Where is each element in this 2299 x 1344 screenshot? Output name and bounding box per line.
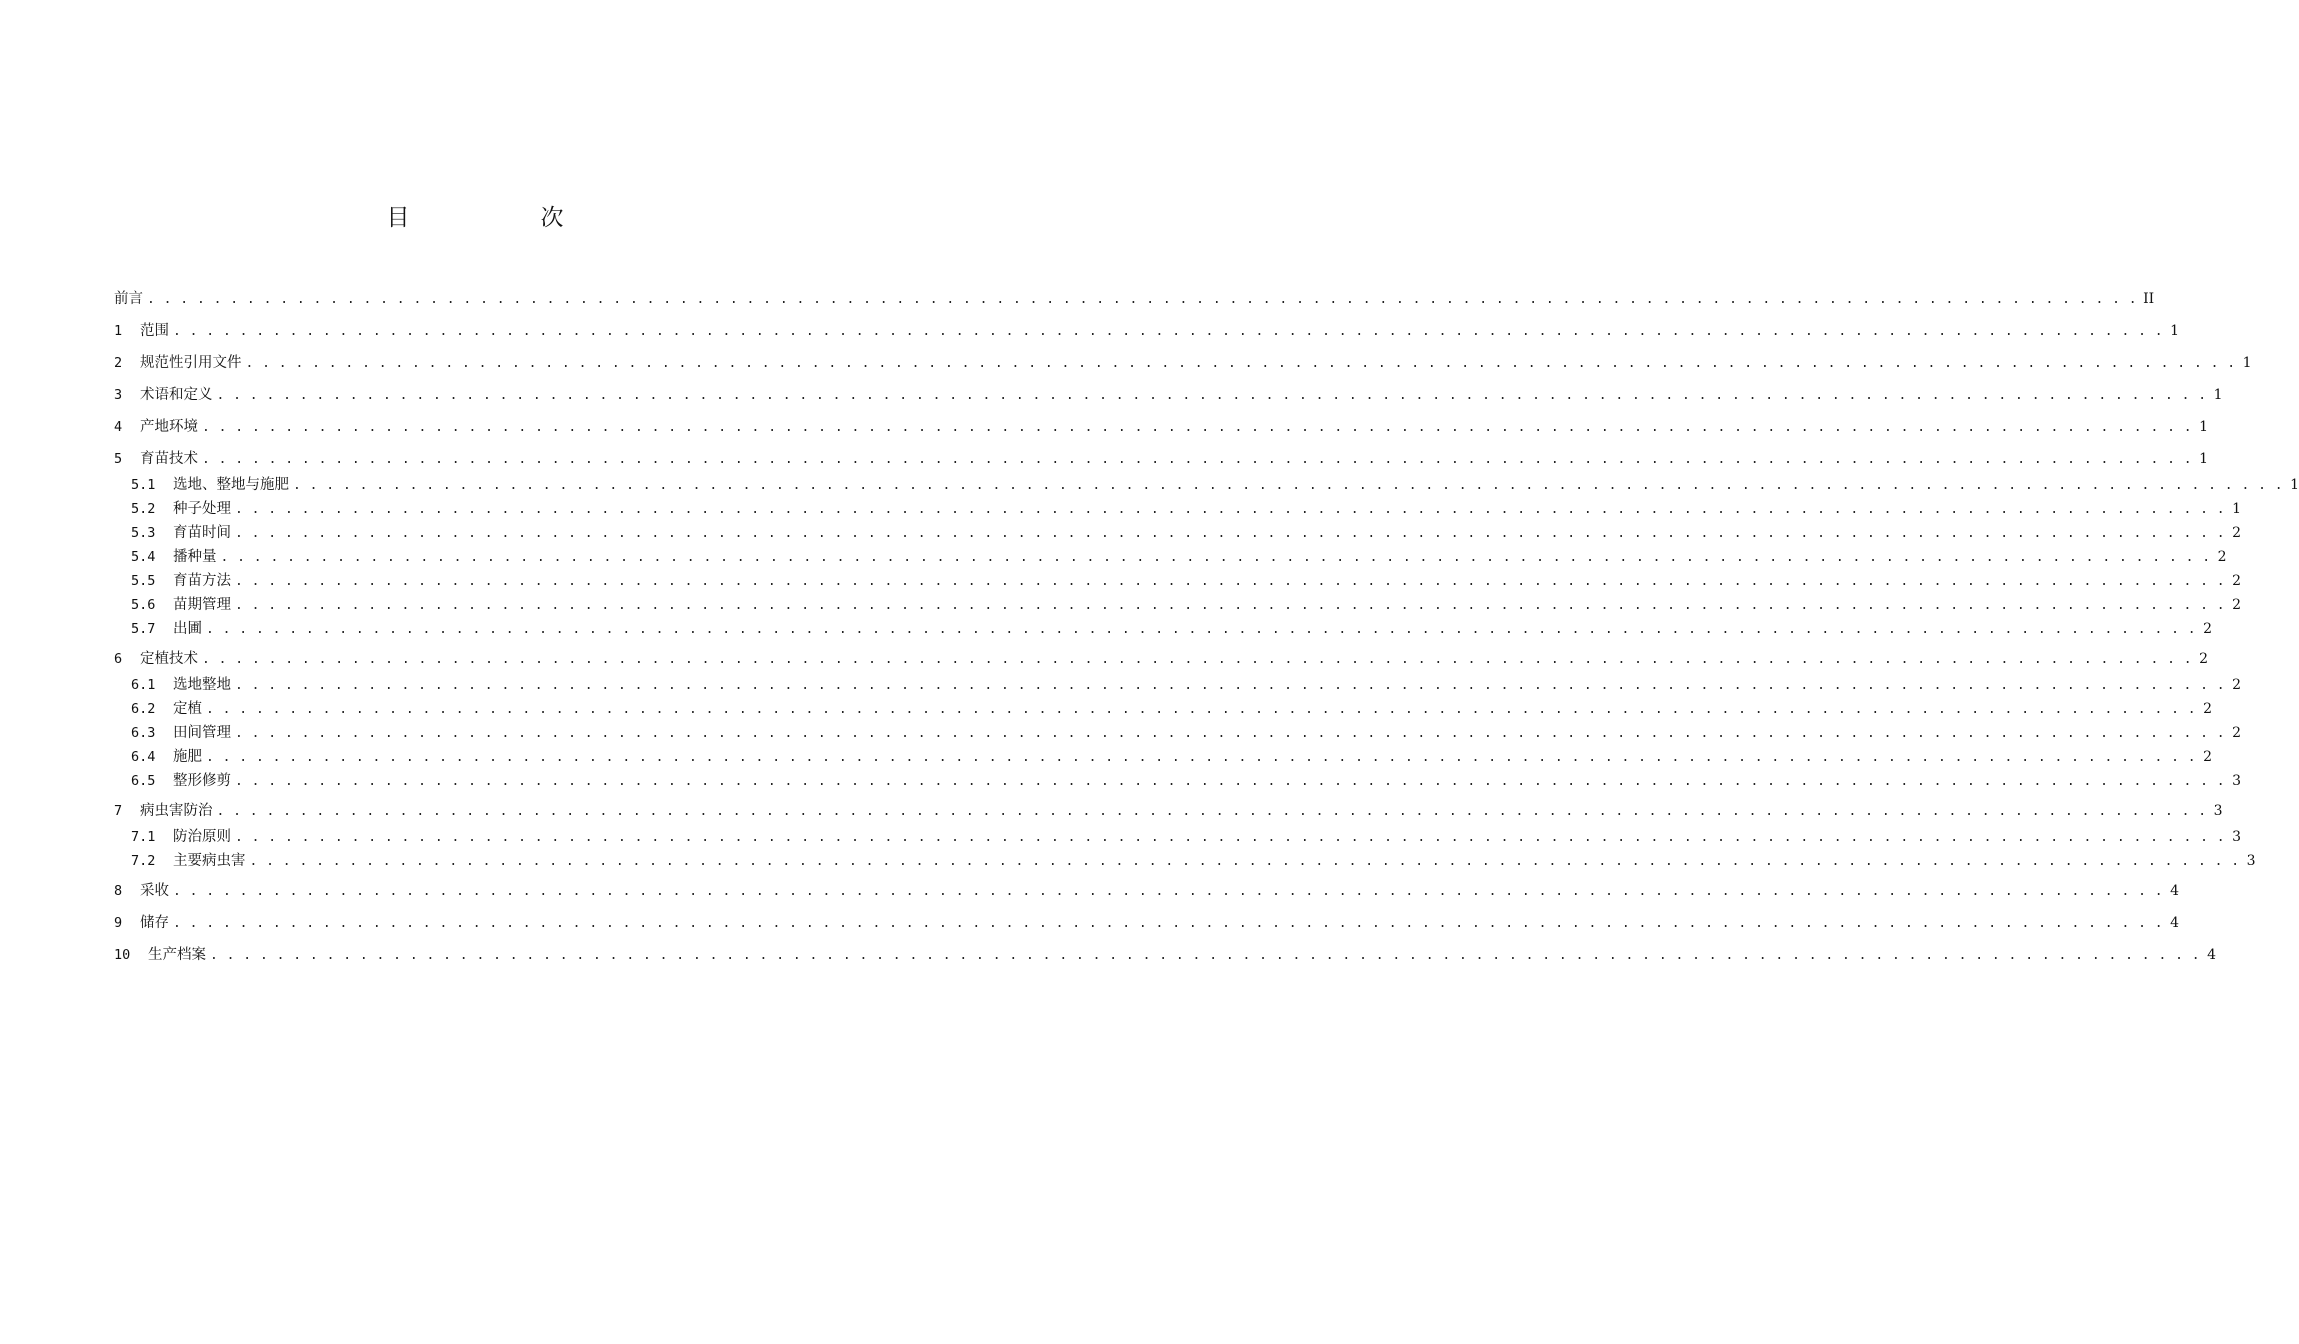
toc-entry-page: 2	[2199, 651, 2209, 667]
toc-entry-number: 7.2	[131, 853, 156, 869]
toc-dot-leader: . . . . . . . . . . . . . . . . . . . . . . . . . . . . . . . . . . . . . . . . . . . . . . . . . . . . . . . . . . . . . . . . . . . . . . . . . . . . . . . . . . . . . . . . . . . . . . . . . . . . . . . . . . . . . . . . . . . . . . . .	[235, 830, 2226, 845]
toc-entry-5-4[interactable]	[131, 546, 2227, 568]
toc-dot-leader: . . . . . . . . . . . . . . . . . . . . . . . . . . . . . . . . . . . . . . . . . . . . . . . . . . . . . . . . . . . . . . . . . . . . . . . . . . . . . . . . . . . . . . . . . . . . . . . . . . . . . . . . . . . . . . . . . . . . . . . .	[210, 948, 2201, 963]
toc-dot-leader: . . . . . . . . . . . . . . . . . . . . . . . . . . . . . . . . . . . . . . . . . . . . . . . . . . . . . . . . . . . . . . . . . . . . . . . . . . . . . . . . . . . . . . . . . . . . . . . . . . . . . . . . . . . . . . . . . . . . . . . .	[206, 750, 2197, 765]
toc-entry-number: 6.1	[131, 677, 156, 693]
toc-entry-number: 5.6	[131, 597, 156, 613]
toc-entry-number: 5.7	[131, 621, 156, 637]
toc-entry-page: 2	[2217, 549, 2227, 565]
toc-entry-label: 采收	[140, 883, 169, 899]
toc-dot-leader: . . . . . . . . . . . . . . . . . . . . . . . . . . . . . . . . . . . . . . . . . . . . . . . . . . . . . . . . . . . . . . . . . . . . . . . . . . . . . . . . . . . . . . . . . . . . . . . . . . . . . . . . . . . . . . . . . . . . . . . .	[293, 478, 2284, 493]
toc-dot-leader: . . . . . . . . . . . . . . . . . . . . . . . . . . . . . . . . . . . . . . . . . . . . . . . . . . . . . . . . . . . . . . . . . . . . . . . . . . . . . . . . . . . . . . . . . . . . . . . . . . . . . . . . . . . . . . . . . . . . . . . .	[235, 526, 2226, 541]
toc-entry-number: 10	[114, 947, 131, 963]
toc-entry-number: 4	[114, 419, 123, 435]
toc-entry-page: 2	[2232, 573, 2242, 589]
toc-entry-label: 生产档案	[148, 947, 206, 963]
toc-entry-page: 4	[2170, 915, 2180, 931]
toc-entry-label: 规范性引用文件	[140, 355, 242, 371]
toc-entry-label: 定植技术	[140, 651, 198, 667]
toc-entry-page: 1	[2242, 355, 2252, 371]
toc-entry-4[interactable]	[114, 416, 2209, 438]
toc-dot-leader: . . . . . . . . . . . . . . . . . . . . . . . . . . . . . . . . . . . . . . . . . . . . . . . . . . . . . . . . . . . . . . . . . . . . . . . . . . . . . . . . . . . . . . . . . . . . . . . . . . . . . . . . . . . . . . . . . . . . . . . .	[235, 598, 2226, 613]
toc-entry-page: 2	[2232, 677, 2242, 693]
toc-entry-page: 3	[2232, 829, 2242, 845]
toc-entry-page: 4	[2207, 947, 2217, 963]
toc-entry-number: 7	[114, 803, 123, 819]
toc-entry-label: 育苗时间	[173, 525, 231, 541]
toc-entry-6-1[interactable]	[131, 674, 2242, 696]
toc-entry-number: 6.5	[131, 773, 156, 789]
toc-entry-label: 种子处理	[173, 501, 231, 517]
toc-entry-5-7[interactable]	[131, 618, 2213, 640]
toc-entry-label: 范围	[140, 323, 169, 339]
toc-entry-number: 5.5	[131, 573, 156, 589]
toc-dot-leader: . . . . . . . . . . . . . . . . . . . . . . . . . . . . . . . . . . . . . . . . . . . . . . . . . . . . . . . . . . . . . . . . . . . . . . . . . . . . . . . . . . . . . . . . . . . . . . . . . . . . . . . . . . . . . . . . . . . . . . . .	[173, 884, 2164, 899]
toc-entry-page: 1	[2213, 387, 2223, 403]
toc-entry-page: 1	[2199, 451, 2209, 467]
toc-entry-number: 6.2	[131, 701, 156, 717]
toc-entry-9[interactable]	[114, 912, 2180, 934]
toc-dot-leader: . . . . . . . . . . . . . . . . . . . . . . . . . . . . . . . . . . . . . . . . . . . . . . . . . . . . . . . . . . . . . . . . . . . . . . . . . . . . . . . . . . . . . . . . . . . . . . . . . . . . . . . . . . . . . . . . . . . . . . . .	[235, 726, 2226, 741]
toc-entry-number: 5	[114, 451, 123, 467]
toc-dot-leader: . . . . . . . . . . . . . . . . . . . . . . . . . . . . . . . . . . . . . . . . . . . . . . . . . . . . . . . . . . . . . . . . . . . . . . . . . . . . . . . . . . . . . . . . . . . . . . . . . . . . . . . . . . . . . . . . . . . . . . . .	[216, 388, 2207, 403]
toc-entry-page: 2	[2232, 597, 2242, 613]
toc-dot-leader: . . . . . . . . . . . . . . . . . . . . . . . . . . . . . . . . . . . . . . . . . . . . . . . . . . . . . . . . . . . . . . . . . . . . . . . . . . . . . . . . . . . . . . . . . . . . . . . . . . . . . . . . . . . . . . . . . . . . . . . .	[220, 550, 2211, 565]
toc-entry-label: 选地整地	[173, 677, 231, 693]
toc-dot-leader: . . . . . . . . . . . . . . . . . . . . . . . . . . . . . . . . . . . . . . . . . . . . . . . . . . . . . . . . . . . . . . . . . . . . . . . . . . . . . . . . . . . . . . . . . . . . . . . . . . . . . . . . . . . . . . . . . . . . . . . .	[202, 452, 2193, 467]
toc-entry-foreword[interactable]	[114, 288, 2155, 310]
toc-entry-7[interactable]	[114, 800, 2223, 822]
toc-entry-5-3[interactable]	[131, 522, 2242, 544]
toc-entry-5-6[interactable]	[131, 594, 2242, 616]
toc-entry-page: 2	[2232, 525, 2242, 541]
toc-entry-number: 6.4	[131, 749, 156, 765]
toc-entry-label: 播种量	[173, 549, 217, 565]
toc-entry-page: 1	[2199, 419, 2209, 435]
toc-entry-5[interactable]	[114, 448, 2209, 470]
toc-dot-leader: . . . . . . . . . . . . . . . . . . . . . . . . . . . . . . . . . . . . . . . . . . . . . . . . . . . . . . . . . . . . . . . . . . . . . . . . . . . . . . . . . . . . . . . . . . . . . . . . . . . . . . . . . . . . . . . . . . . . . . . .	[216, 804, 2207, 819]
toc-entry-page: 3	[2246, 853, 2256, 869]
toc-entry-10[interactable]	[114, 944, 2217, 966]
toc-entry-label: 施肥	[173, 749, 202, 765]
toc-dot-leader: . . . . . . . . . . . . . . . . . . . . . . . . . . . . . . . . . . . . . . . . . . . . . . . . . . . . . . . . . . . . . . . . . . . . . . . . . . . . . . . . . . . . . . . . . . . . . . . . . . . . . . . . . . . . . . . . . . . . . . . .	[249, 854, 2240, 869]
toc-entry-6-4[interactable]	[131, 746, 2213, 768]
toc-entry-label: 育苗方法	[173, 573, 231, 589]
toc-entry-5-2[interactable]	[131, 498, 2242, 520]
toc-entry-number: 6	[114, 651, 123, 667]
toc-entry-label: 育苗技术	[140, 451, 198, 467]
toc-entry-5-5[interactable]	[131, 570, 2242, 592]
toc-entry-page: 3	[2213, 803, 2223, 819]
toc-entry-number: 9	[114, 915, 123, 931]
toc-entry-number: 5.2	[131, 501, 156, 517]
toc-entry-1[interactable]	[114, 320, 2180, 342]
toc-entry-number: 1	[114, 323, 123, 339]
toc-entry-number: 2	[114, 355, 123, 371]
toc-dot-leader: . . . . . . . . . . . . . . . . . . . . . . . . . . . . . . . . . . . . . . . . . . . . . . . . . . . . . . . . . . . . . . . . . . . . . . . . . . . . . . . . . . . . . . . . . . . . . . . . . . . . . . . . . . . . . . . . . . . . . . . .	[245, 356, 2236, 371]
toc-dot-leader: . . . . . . . . . . . . . . . . . . . . . . . . . . . . . . . . . . . . . . . . . . . . . . . . . . . . . . . . . . . . . . . . . . . . . . . . . . . . . . . . . . . . . . . . . . . . . . . . . . . . . . . . . . . . . . . . . . . . . . . .	[147, 292, 2138, 307]
toc-dot-leader: . . . . . . . . . . . . . . . . . . . . . . . . . . . . . . . . . . . . . . . . . . . . . . . . . . . . . . . . . . . . . . . . . . . . . . . . . . . . . . . . . . . . . . . . . . . . . . . . . . . . . . . . . . . . . . . . . . . . . . . .	[206, 622, 2197, 637]
toc-entry-label: 前言	[114, 291, 143, 307]
toc-entry-number: 8	[114, 883, 123, 899]
toc-dot-leader: . . . . . . . . . . . . . . . . . . . . . . . . . . . . . . . . . . . . . . . . . . . . . . . . . . . . . . . . . . . . . . . . . . . . . . . . . . . . . . . . . . . . . . . . . . . . . . . . . . . . . . . . . . . . . . . . . . . . . . . .	[206, 702, 2197, 717]
toc-dot-leader: . . . . . . . . . . . . . . . . . . . . . . . . . . . . . . . . . . . . . . . . . . . . . . . . . . . . . . . . . . . . . . . . . . . . . . . . . . . . . . . . . . . . . . . . . . . . . . . . . . . . . . . . . . . . . . . . . . . . . . . .	[202, 420, 2193, 435]
toc-entry-number: 6.3	[131, 725, 156, 741]
toc-entry-page: 3	[2232, 773, 2242, 789]
toc-entry-number: 3	[114, 387, 123, 403]
toc-dot-leader: . . . . . . . . . . . . . . . . . . . . . . . . . . . . . . . . . . . . . . . . . . . . . . . . . . . . . . . . . . . . . . . . . . . . . . . . . . . . . . . . . . . . . . . . . . . . . . . . . . . . . . . . . . . . . . . . . . . . . . . .	[173, 916, 2164, 931]
toc-entry-label: 出圃	[173, 621, 202, 637]
toc-entry-6[interactable]	[114, 648, 2209, 670]
toc-entry-3[interactable]	[114, 384, 2223, 406]
toc-entry-label: 术语和定义	[140, 387, 213, 403]
toc-entry-page: 1	[2290, 477, 2299, 493]
toc-dot-leader: . . . . . . . . . . . . . . . . . . . . . . . . . . . . . . . . . . . . . . . . . . . . . . . . . . . . . . . . . . . . . . . . . . . . . . . . . . . . . . . . . . . . . . . . . . . . . . . . . . . . . . . . . . . . . . . . . . . . . . . .	[202, 652, 2193, 667]
toc-entry-label: 储存	[140, 915, 169, 931]
toc-entry-page: 2	[2232, 725, 2242, 741]
toc-entry-label: 选地、整地与施肥	[173, 477, 289, 493]
toc-entry-number: 5.3	[131, 525, 156, 541]
toc-dot-leader: . . . . . . . . . . . . . . . . . . . . . . . . . . . . . . . . . . . . . . . . . . . . . . . . . . . . . . . . . . . . . . . . . . . . . . . . . . . . . . . . . . . . . . . . . . . . . . . . . . . . . . . . . . . . . . . . . . . . . . . .	[235, 678, 2226, 693]
toc-entry-label: 田间管理	[173, 725, 231, 741]
toc-entry-label: 防治原则	[173, 829, 231, 845]
toc-entry-label: 主要病虫害	[173, 853, 246, 869]
toc-entry-page: 1	[2232, 501, 2242, 517]
toc-entry-2[interactable]	[114, 352, 2252, 374]
toc-entry-label: 产地环境	[140, 419, 198, 435]
toc-entry-page: 2	[2203, 701, 2213, 717]
toc-entry-page: 1	[2170, 323, 2180, 339]
toc-dot-leader: . . . . . . . . . . . . . . . . . . . . . . . . . . . . . . . . . . . . . . . . . . . . . . . . . . . . . . . . . . . . . . . . . . . . . . . . . . . . . . . . . . . . . . . . . . . . . . . . . . . . . . . . . . . . . . . . . . . . . . . .	[235, 774, 2226, 789]
toc-entry-page: 4	[2170, 883, 2180, 899]
toc-entry-7-1[interactable]	[131, 826, 2242, 848]
toc-entry-page: 2	[2203, 621, 2213, 637]
page-title: 目 次	[386, 205, 618, 231]
toc-entry-label: 整形修剪	[173, 773, 231, 789]
toc-entry-number: 5.1	[131, 477, 156, 493]
toc-dot-leader: . . . . . . . . . . . . . . . . . . . . . . . . . . . . . . . . . . . . . . . . . . . . . . . . . . . . . . . . . . . . . . . . . . . . . . . . . . . . . . . . . . . . . . . . . . . . . . . . . . . . . . . . . . . . . . . . . . . . . . . .	[235, 502, 2226, 517]
toc-dot-leader: . . . . . . . . . . . . . . . . . . . . . . . . . . . . . . . . . . . . . . . . . . . . . . . . . . . . . . . . . . . . . . . . . . . . . . . . . . . . . . . . . . . . . . . . . . . . . . . . . . . . . . . . . . . . . . . . . . . . . . . .	[235, 574, 2226, 589]
toc-entry-number: 5.4	[131, 549, 156, 565]
toc-entry-6-2[interactable]	[131, 698, 2213, 720]
toc-entry-label: 病虫害防治	[140, 803, 213, 819]
toc-entry-number: 7.1	[131, 829, 156, 845]
toc-dot-leader: . . . . . . . . . . . . . . . . . . . . . . . . . . . . . . . . . . . . . . . . . . . . . . . . . . . . . . . . . . . . . . . . . . . . . . . . . . . . . . . . . . . . . . . . . . . . . . . . . . . . . . . . . . . . . . . . . . . . . . . .	[173, 324, 2164, 339]
toc-entry-label: 苗期管理	[173, 597, 231, 613]
toc-entry-5-1[interactable]	[131, 474, 2299, 496]
toc-entry-6-3[interactable]	[131, 722, 2242, 744]
toc-entry-8[interactable]	[114, 880, 2180, 902]
toc-entry-6-5[interactable]	[131, 770, 2242, 792]
toc-entry-page: 2	[2203, 749, 2213, 765]
toc-entry-label: 定植	[173, 701, 202, 717]
toc-entry-7-2[interactable]	[131, 850, 2256, 872]
toc-entry-page: II	[2143, 291, 2155, 307]
